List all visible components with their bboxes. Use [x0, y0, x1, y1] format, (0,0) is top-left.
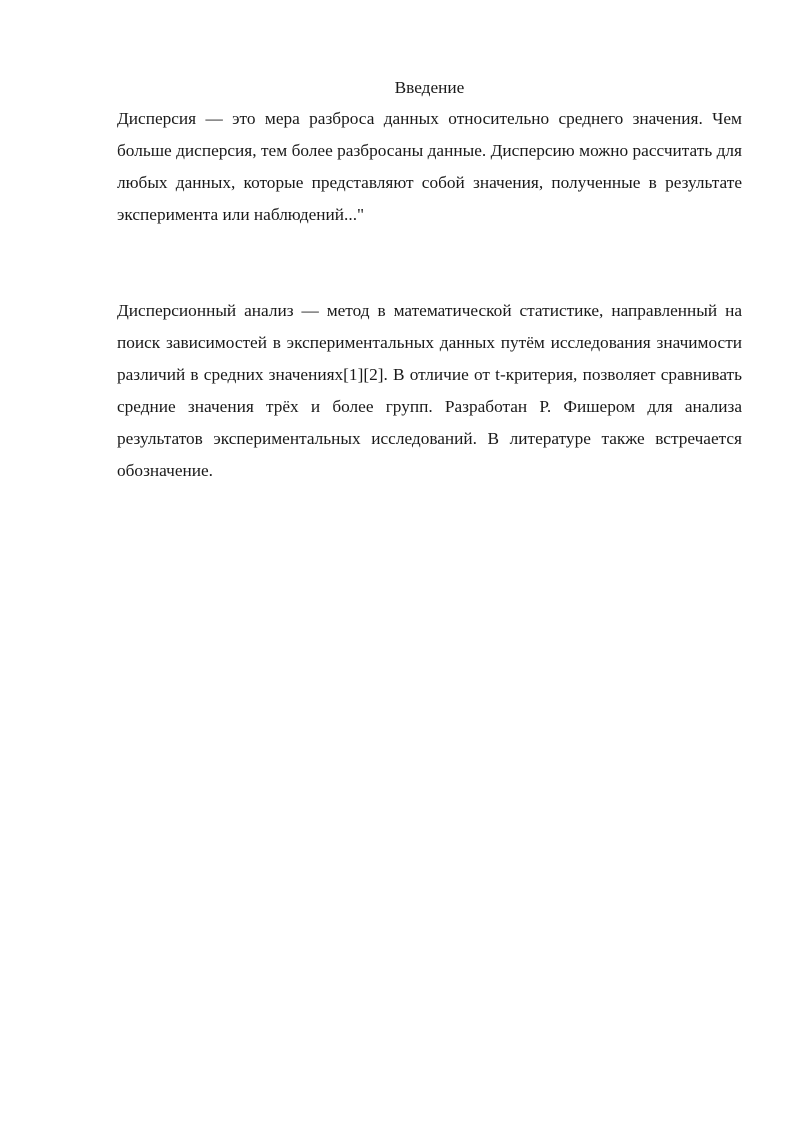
paragraph-anova: Дисперсионный анализ — метод в математической статистике, направленный на поиск зависимостей в экспериментальных данных путём исследования значимости различий в средних значениях[1][2]. В отличие от t-критерия, позволяет сравнивать средние значения трёх и более групп. Разработан Р. Фишером для анализа результатов экспериментальных исследований. В литературе также встречается обозначение.	[117, 301, 742, 480]
page-title: Введение	[394, 78, 465, 97]
document-body	[117, 72, 742, 487]
paragraph-spacer	[117, 231, 742, 295]
paragraph-dispersion: Дисперсия — это мера разброса данных относительно среднего значения. Чем больше дисперсия, тем более разбросаны данные. Дисперсию можно рассчитать для любых данных, которые представляют собой значения, полученные в результате эксперимента или наблюдений..."	[117, 109, 742, 224]
